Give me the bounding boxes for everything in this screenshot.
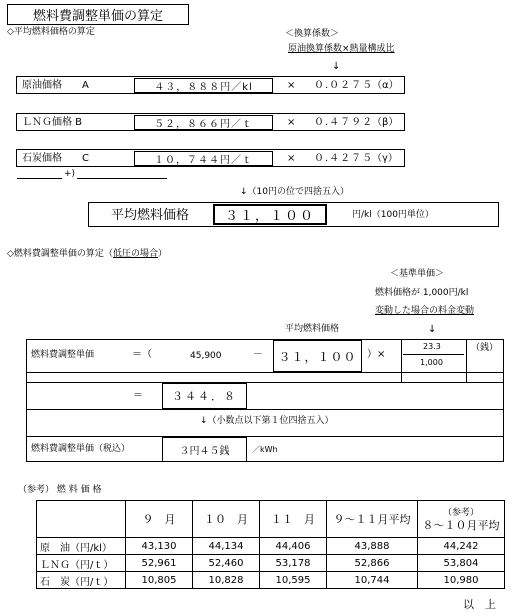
fuel-price-value: ４３，８８８円／kl (134, 78, 273, 93)
avg-fuel-price-row (88, 202, 499, 227)
closing-mark: 以 上 (463, 598, 496, 611)
base-price-header: ＜基準単価＞ (390, 269, 445, 279)
table-header-row (37, 501, 505, 538)
table-cell: 52,460 (193, 555, 260, 572)
table-cell: 52,866 (327, 555, 418, 572)
result-value: ３４４．８ (162, 383, 247, 409)
table-header-cell: １０ 月 (193, 501, 260, 538)
section2-heading: ◇燃料費調整単価の算定（低圧の場合） (7, 249, 167, 259)
close-times: ）× (367, 349, 386, 360)
table-header-cell: １１ 月 (260, 501, 327, 538)
table-cell: 10,805 (126, 572, 193, 589)
table-cell: 10,595 (260, 572, 327, 589)
table-header-cell (418, 501, 505, 538)
table-row (37, 538, 505, 555)
table-cell: 43,130 (126, 538, 193, 555)
table-cell: 10,828 (193, 572, 260, 589)
grid-line (26, 436, 504, 437)
page-title: 燃料費調整単価の算定 (7, 4, 189, 25)
coef-header: ＜換算係数＞ (285, 29, 340, 39)
equals-open: ＝（ (132, 349, 152, 360)
fuel-row-oil (16, 76, 405, 94)
grid-line (401, 339, 402, 382)
grid-line (26, 409, 504, 410)
coef-subheader: 原油換算係数×熱量構成比 (288, 44, 395, 54)
coef-symbol: （α） (372, 80, 399, 91)
table-cell: 43,888 (327, 538, 418, 555)
calc-label: 燃料費調整単価 (31, 350, 95, 360)
ref-header-bottom: ８～１０月平均 (422, 518, 500, 532)
ref-heading: （参考） 燃 料 価 格 (18, 485, 102, 495)
coef-value: ０.４２７５ (314, 153, 374, 164)
round-note-2: ↓（小数点以下第１位四捨五入） (200, 416, 334, 426)
fraction-denominator: 1,000 (420, 358, 443, 367)
fuel-row-label: 石炭価格 C (22, 153, 89, 164)
fraction-bar (403, 354, 464, 355)
coef-value: ０.０２７５ (314, 80, 374, 91)
base-price-line1: 燃料価格が 1,000円/kl (375, 288, 469, 298)
table-header-cell: ９～１１月平均 (327, 501, 418, 538)
table-row-label: 原 油（円/kl） (37, 538, 126, 555)
table-cell: 44,134 (193, 538, 260, 555)
base-price-line2: 変動した場合の料金変動 (375, 306, 475, 316)
minus-sign: － (253, 349, 263, 360)
fuel-row-label: 原油価格 A (22, 80, 89, 91)
grid-line (26, 382, 504, 383)
table-header-cell: ９ 月 (126, 501, 193, 538)
table-cell: 10,744 (327, 572, 418, 589)
avg-fuel-value-box: ３１，１００ (273, 340, 362, 372)
avg-fuel-label: 平均燃料価格 (111, 208, 190, 223)
table-row-label: ＬＮＧ（円/ｔ） (37, 555, 126, 572)
table-header-cell (37, 501, 126, 538)
table-cell: 10,980 (418, 572, 505, 589)
sen-unit: （銭） (471, 343, 499, 353)
times-sign: × (287, 117, 296, 128)
fuel-row-coal (16, 149, 405, 167)
round-note: ↓（10円の位で四捨五入） (240, 187, 349, 197)
table-cell: 52,961 (126, 555, 193, 572)
ref-header-top: （参考） (442, 507, 479, 518)
base-fuel-price: 45,900 (190, 351, 222, 361)
fuel-price-value: １０，７４４円／ｔ (134, 151, 273, 166)
table-row (37, 555, 505, 572)
plus-sign: +) (64, 169, 76, 179)
section1-heading: ◇平均燃料価格の算定 (7, 27, 95, 37)
final-unit: ／kWh (252, 445, 278, 454)
avg-fuel-unit: 円/kl（100円単位） (352, 210, 434, 220)
table-cell: 53,804 (418, 555, 505, 572)
coef-arrow: ↓ (332, 61, 341, 72)
fuel-row-label: ＬＮＧ価格 B (22, 117, 83, 128)
table-row (37, 572, 505, 589)
coef-value: ０.４７９２ (314, 117, 374, 128)
table-cell: 53,178 (260, 555, 327, 572)
grid-line (466, 339, 467, 382)
fuel-price-value: ５２，８６６円／ｔ (134, 115, 273, 130)
grid-line (26, 372, 504, 373)
base-arrow: ↓ (428, 324, 437, 335)
sum-line (17, 178, 167, 179)
final-label: 燃料費調整単価（税込） (31, 444, 131, 454)
avg-fuel-value: ３１，１００ (213, 204, 327, 225)
times-sign: × (287, 80, 296, 91)
fraction-numerator: 23.3 (423, 342, 441, 351)
table-cell: 44,406 (260, 538, 327, 555)
fuel-price-table (36, 500, 505, 589)
table-cell: 44,242 (418, 538, 505, 555)
times-sign: × (287, 153, 296, 164)
equals-sign: ＝ (133, 390, 143, 401)
table-row-label: 石 炭（円/ｔ） (37, 572, 126, 589)
coef-symbol: （γ） (372, 153, 398, 164)
final-value: ３円４５銭 (162, 437, 247, 462)
avg-fuel-caption: 平均燃料価格 (285, 324, 340, 334)
coef-symbol: （β） (372, 117, 399, 128)
fuel-row-lng (16, 113, 405, 131)
